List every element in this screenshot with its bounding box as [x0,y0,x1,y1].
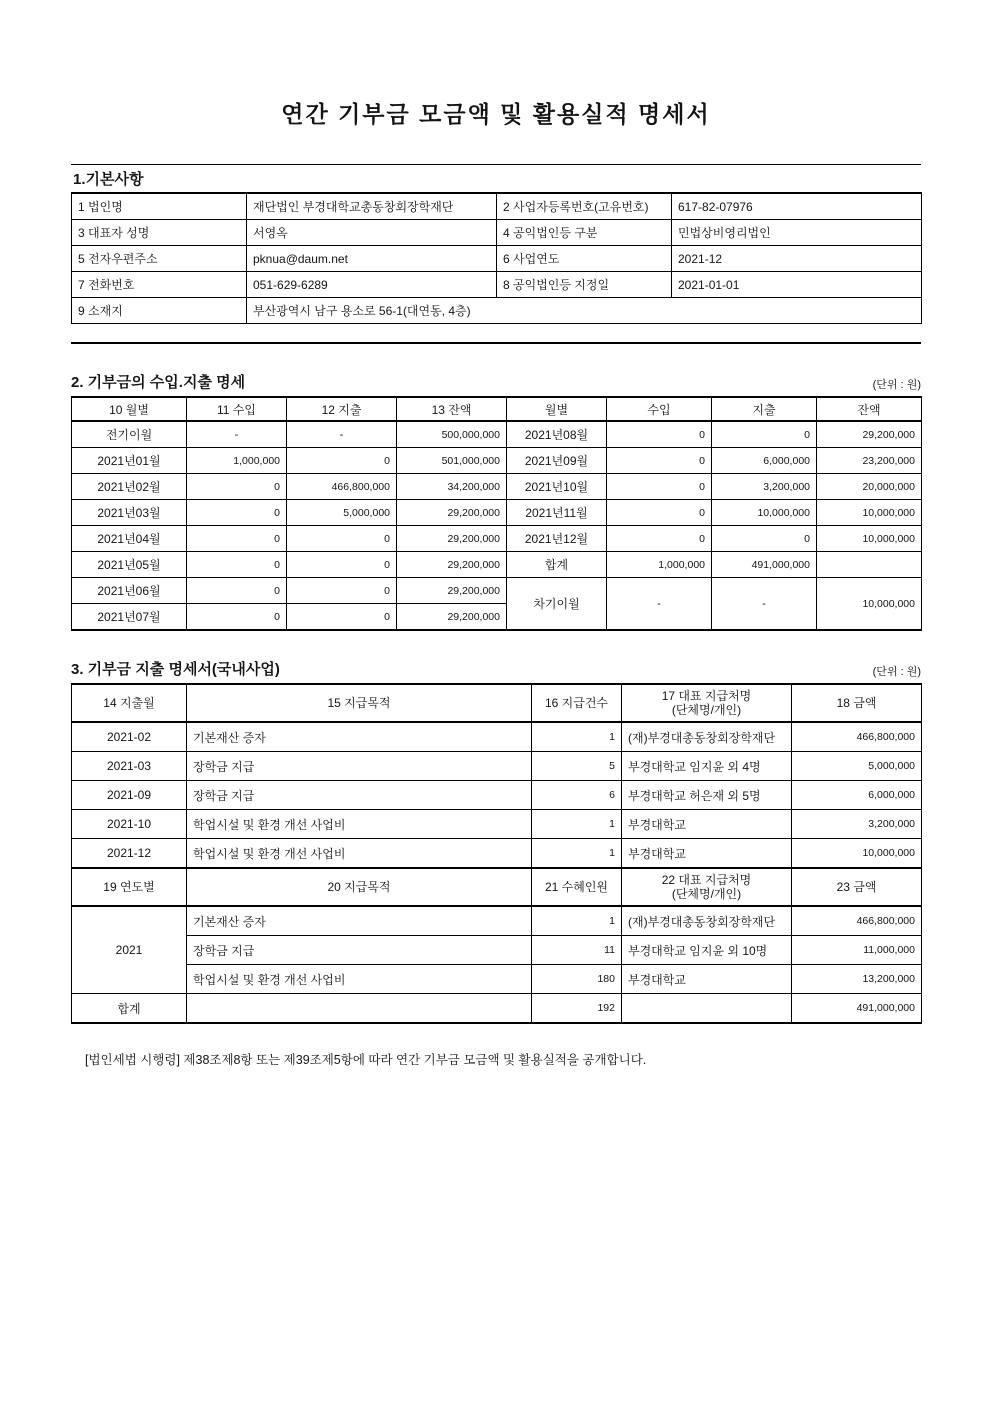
field-value: pknua@daum.net [247,246,497,272]
table-cell: 491,000,000 [792,994,922,1024]
column-header-line: (단체명/개인) [671,887,742,901]
table-cell: 1 [532,722,622,752]
section-basic-info [71,164,921,324]
table-cell: 2021년05월 [72,552,187,578]
table-cell: - [712,578,817,631]
table-cell: 기본재산 증자 [187,722,532,752]
section3-header [71,658,921,679]
table-row [72,552,922,578]
field-value: 617-82-07976 [672,193,922,220]
table-cell: 부경대학교 [622,839,792,869]
table-cell: 2021-12 [72,839,187,869]
table-cell: 2021년04월 [72,526,187,552]
table-row [72,752,922,781]
table-cell: 500,000,000 [397,421,507,448]
table-cell: 1 [532,810,622,839]
table-row [72,578,922,604]
column-header: 18 금액 [792,684,922,722]
table-row [72,272,922,298]
income-expense-table [71,396,922,631]
table-cell: 466,800,000 [792,722,922,752]
table-cell: 192 [532,994,622,1024]
field-value: 부산광역시 남구 용소로 56-1(대연동, 4층) [247,298,922,324]
column-header [622,868,792,906]
table-cell: 501,000,000 [397,448,507,474]
table-cell: 2021-10 [72,810,187,839]
table-cell: 부경대학교 [622,810,792,839]
column-header: 21 수혜인원 [532,868,622,906]
section-divider [71,342,921,344]
table-cell: 491,000,000 [712,552,817,578]
table-cell: 2021년01월 [72,448,187,474]
total-row-label: 합계 [507,552,607,578]
table-row [72,810,922,839]
table-cell: 0 [607,448,712,474]
column-header-line: 22 대표 지급처명 [661,872,752,887]
table-cell: 장학금 지급 [187,781,532,810]
table-cell: 29,200,000 [397,526,507,552]
table-cell: 1,000,000 [187,448,287,474]
section3-unit-label: (단위 : 원) [872,666,921,678]
column-header-line: 17 대표 지급처명 [661,688,752,703]
table-row [72,421,922,448]
table-cell: 부경대학교 임지윤 외 10명 [622,936,792,965]
table-cell: 2021년10월 [507,474,607,500]
table-row [72,193,922,220]
table-cell: 0 [187,604,287,631]
table-cell: 2021년09월 [507,448,607,474]
table-cell: 2021년03월 [72,500,187,526]
table-row [72,722,922,752]
table-cell: 6 [532,781,622,810]
table-cell: 5,000,000 [287,500,397,526]
table-cell: 11,000,000 [792,936,922,965]
field-label: 6 사업연도 [497,246,672,272]
table-cell: 10,000,000 [817,500,922,526]
table-cell: 29,200,000 [397,500,507,526]
table-row [72,448,922,474]
table-header-row [72,397,922,421]
table-cell: 1 [532,839,622,869]
table-cell: 10,000,000 [817,578,922,631]
field-value: 민법상비영리법인 [672,220,922,246]
column-header: 15 지급목적 [187,684,532,722]
carryover-row-label: 차기이월 [507,578,607,631]
table-cell: 6,000,000 [792,781,922,810]
table-cell: 0 [607,474,712,500]
field-value: 2021-01-01 [672,272,922,298]
column-header: 23 금액 [792,868,922,906]
table-cell: 0 [187,578,287,604]
table-header-row [72,684,922,722]
table-cell: 10,000,000 [792,839,922,869]
legal-disclosure-note: [법인세법 시행령] 제38조제8항 또는 제39조제5항에 따라 연간 기부금 모금액 및 활용실적을 공개합니다. [85,1053,647,1067]
table-row [72,936,922,965]
table-cell: 10,000,000 [712,500,817,526]
field-value: 재단법인 부경대학교총동창회장학재단 [247,193,497,220]
table-cell: 1,000,000 [607,552,712,578]
table-cell: 0 [607,526,712,552]
table-cell: 11 [532,936,622,965]
field-label: 1 법인명 [72,193,247,220]
field-label: 5 전자우편주소 [72,246,247,272]
table-cell: - [287,421,397,448]
table-cell: 0 [712,526,817,552]
field-value: 051-629-6289 [247,272,497,298]
table-cell: 20,000,000 [817,474,922,500]
field-label: 4 공익법인등 구분 [497,220,672,246]
table-cell: 0 [187,474,287,500]
table-cell: 34,200,000 [397,474,507,500]
table-cell: 0 [287,578,397,604]
table-cell: 장학금 지급 [187,936,532,965]
table-cell: 0 [287,526,397,552]
table-cell: 13,200,000 [792,965,922,994]
basic-info-table [71,192,922,324]
document-title: 연간 기부금 모금액 및 활용실적 명세서 [281,101,711,127]
column-header: 13 잔액 [397,397,507,421]
table-cell: 3,200,000 [712,474,817,500]
table-header-row [72,868,922,906]
column-header: 16 지급건수 [532,684,622,722]
table-cell: 0 [712,421,817,448]
table-cell: 29,200,000 [397,552,507,578]
table-cell: 23,200,000 [817,448,922,474]
table-row [72,246,922,272]
table-cell: 2021년06월 [72,578,187,604]
table-cell: 전기이월 [72,421,187,448]
column-header: 지출 [712,397,817,421]
table-row [72,526,922,552]
table-cell: 466,800,000 [287,474,397,500]
column-header: 20 지급목적 [187,868,532,906]
table-cell: 5 [532,752,622,781]
table-cell: 0 [287,604,397,631]
field-label: 7 전화번호 [72,272,247,298]
table-cell: 부경대학교 임지윤 외 4명 [622,752,792,781]
column-header: 10 월별 [72,397,187,421]
table-cell: 2021년02월 [72,474,187,500]
column-header: 12 지출 [287,397,397,421]
table-cell: 0 [187,526,287,552]
table-cell: 학업시설 및 환경 개선 사업비 [187,810,532,839]
section3-heading: 3. 기부금 지출 명세서(국내사업) [71,661,280,678]
column-header: 14 지출월 [72,684,187,722]
section2-header [71,371,921,392]
table-cell: 5,000,000 [792,752,922,781]
table-cell: 29,200,000 [817,421,922,448]
table-row [72,839,922,869]
table-cell: 29,200,000 [397,604,507,631]
table-cell: (재)부경대총동창회장학재단 [622,722,792,752]
table-cell: 2021년08월 [507,421,607,448]
table-cell [622,994,792,1024]
table-cell: 0 [287,448,397,474]
column-header: 월별 [507,397,607,421]
table-cell: 2021년12월 [507,526,607,552]
table-cell: 2021-03 [72,752,187,781]
section1-heading: 1.기본사항 [73,171,144,188]
field-label: 2 사업자등록번호(고유번호) [497,193,672,220]
table-cell: 6,000,000 [712,448,817,474]
table-row [72,965,922,994]
section2-unit-label: (단위 : 원) [872,379,921,391]
section2-heading: 2. 기부금의 수입.지출 명세 [71,374,246,391]
table-cell: 2021년11월 [507,500,607,526]
table-row [72,781,922,810]
table-row [72,220,922,246]
table-cell: 0 [187,552,287,578]
column-header: 잔액 [817,397,922,421]
field-label: 3 대표자 성명 [72,220,247,246]
field-label: 8 공익법인등 지정일 [497,272,672,298]
field-value: 서영옥 [247,220,497,246]
expense-detail-table [71,683,922,1024]
table-cell: 180 [532,965,622,994]
table-cell: 2021년07월 [72,604,187,631]
table-cell [187,994,532,1024]
table-row [72,500,922,526]
table-cell: 0 [607,500,712,526]
column-header [622,684,792,722]
column-header: 수입 [607,397,712,421]
table-cell: 기본재산 증자 [187,906,532,936]
table-row [72,906,922,936]
table-cell: 0 [287,552,397,578]
table-row [72,474,922,500]
table-cell: 부경대학교 허은재 외 5명 [622,781,792,810]
column-header-line: (단체명/개인) [671,703,742,717]
table-cell: - [607,578,712,631]
table-row [72,994,922,1024]
table-cell: 학업시설 및 환경 개선 사업비 [187,965,532,994]
table-cell: 2021-02 [72,722,187,752]
table-cell: 0 [187,500,287,526]
field-label: 9 소재지 [72,298,247,324]
table-cell: 10,000,000 [817,526,922,552]
table-cell: 1 [532,906,622,936]
field-value: 2021-12 [672,246,922,272]
table-cell: 3,200,000 [792,810,922,839]
table-row [72,298,922,324]
year-cell: 2021 [72,906,187,994]
table-cell: (재)부경대총동창회장학재단 [622,906,792,936]
table-cell [817,552,922,578]
table-cell: 0 [607,421,712,448]
column-header: 19 연도별 [72,868,187,906]
table-cell: 학업시설 및 환경 개선 사업비 [187,839,532,869]
table-cell: - [187,421,287,448]
table-cell: 466,800,000 [792,906,922,936]
total-row-label: 합계 [72,994,187,1024]
table-cell: 장학금 지급 [187,752,532,781]
column-header: 11 수입 [187,397,287,421]
table-cell: 2021-09 [72,781,187,810]
table-cell: 부경대학교 [622,965,792,994]
table-cell: 29,200,000 [397,578,507,604]
